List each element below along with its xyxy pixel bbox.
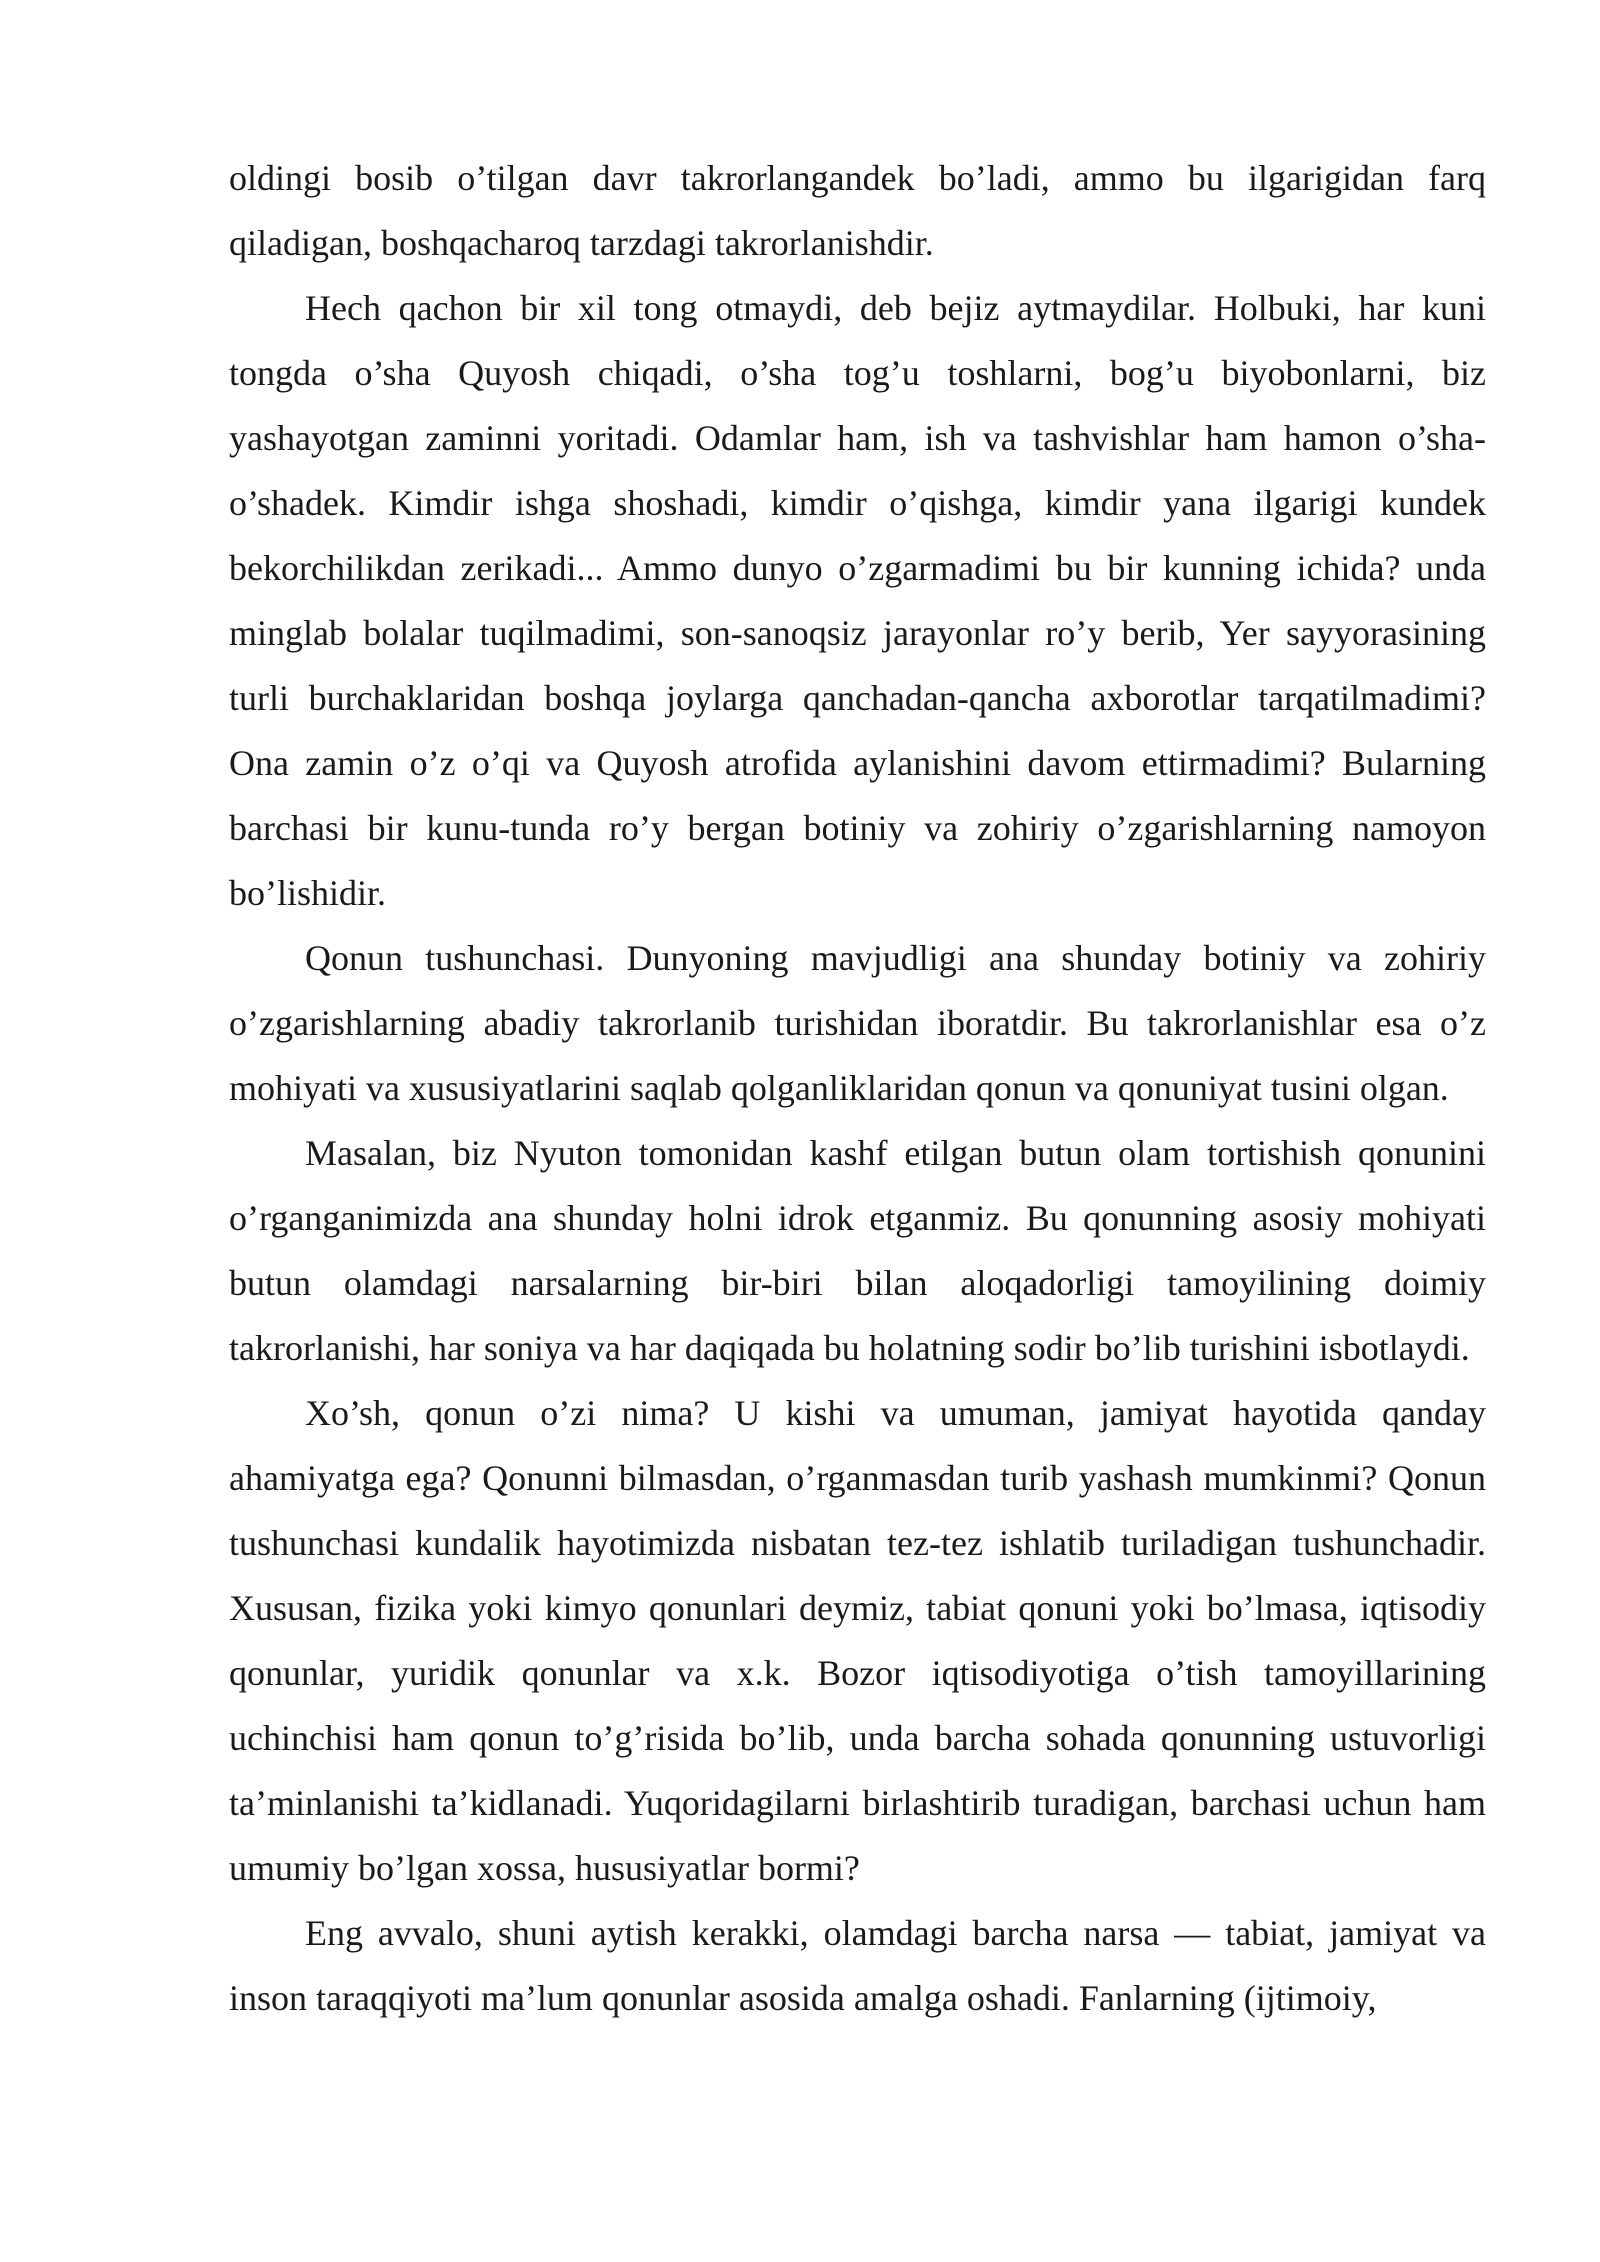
paragraph: Xo’sh, qonun o’zi nima? U kishi va umuman, jamiyat hayotida qanday ahamiyatga ega? Qonunni bilmasdan, o’rganmasdan turib yashash mumkinmi? Qonun tushunchasi kundalik hayotimizda nisbatan tez-tez ishlatib turiladigan tushunchadir. Xususan, fizika yoki kimyo qonunlari deymiz, tabiat qonuni yoki bo’lmasa, iqtisodiy qonunlar, yuridik qonunlar va x.k. Bozor iqtisodiyotiga o’tish tamoyillarining uchinchisi ham qonun to’g’risida bo’lib, unda barcha sohada qonunning ustuvorligi ta’minlanishi ta’kidlanadi. Yuqoridagilarni birlashtirib turadigan, barchasi uchun ham umumiy bo’lgan xossa, hususiyatlar bormi? <box>229 1393 1486 1888</box>
paragraph: Qonun tushunchasi. Dunyoning mavjudligi ana shunday botiniy va zohiriy o’zgarishlarning abadiy takrorlanib turishidan iboratdir. Bu takrorlanishlar esa o’z mohiyati va xususiyatlarini saqlab qolganliklaridan qonun va qonuniyat tusini olgan. <box>229 938 1486 1108</box>
paragraph: oldingi bosib o’tilgan davr takrorlangandek bo’ladi, ammo bu ilgarigidan farq qiladigan, boshqacharoq tarzdagi takrorlanishdir. <box>229 158 1486 263</box>
paragraph: Eng avvalo, shuni aytish kerakki, olamdagi barcha narsa — tabiat, jamiyat va inson taraqqiyoti ma’lum qonunlar asosida amalga oshadi. Fanlarning (ijtimoiy, <box>229 1913 1486 2018</box>
paragraph: Masalan, biz Nyuton tomonidan kashf etilgan butun olam tortishish qonunini o’rganganimizda ana shunday holni idrok etganmiz. Bu qonunning asosiy mohiyati butun olamdagi narsalarning bir-biri bilan aloqadorligi tamoyilining doimiy takrorlanishi, har soniya va har daqiqada bu holatning sodir bo’lib turishini isbotlaydi. <box>229 1133 1486 1368</box>
paragraph: Hech qachon bir xil tong otmaydi, deb bejiz aytmaydilar. Holbuki, har kuni tongda o’sha Quyosh chiqadi, o’sha tog’u toshlarni, bog’u biyobonlarni, biz yashayotgan zaminni yoritadi. Odamlar ham, ish va tashvishlar ham hamon o’sha-o’shadek. Kimdir ishga shoshadi, kimdir o’qishga, kimdir yana ilgarigi kundek bekorchilikdan zerikadi... Ammo dunyo o’zgarmadimi bu bir kunning ichida? unda minglab bolalar tuqilmadimi, son-sanoqsiz jarayonlar ro’y berib, Yer sayyorasining turli burchaklaridan boshqa joylarga qanchadan-qancha axborotlar tarqatilmadimi? Ona zamin o’z o’qi va Quyosh atrofida aylanishini davom ettirmadimi? Bularning barchasi bir kunu-tunda ro’y bergan botiniy va zohiriy o’zgarishlarning namoyon bo’lishidir. <box>229 288 1486 913</box>
document-body <box>229 146 1486 2031</box>
